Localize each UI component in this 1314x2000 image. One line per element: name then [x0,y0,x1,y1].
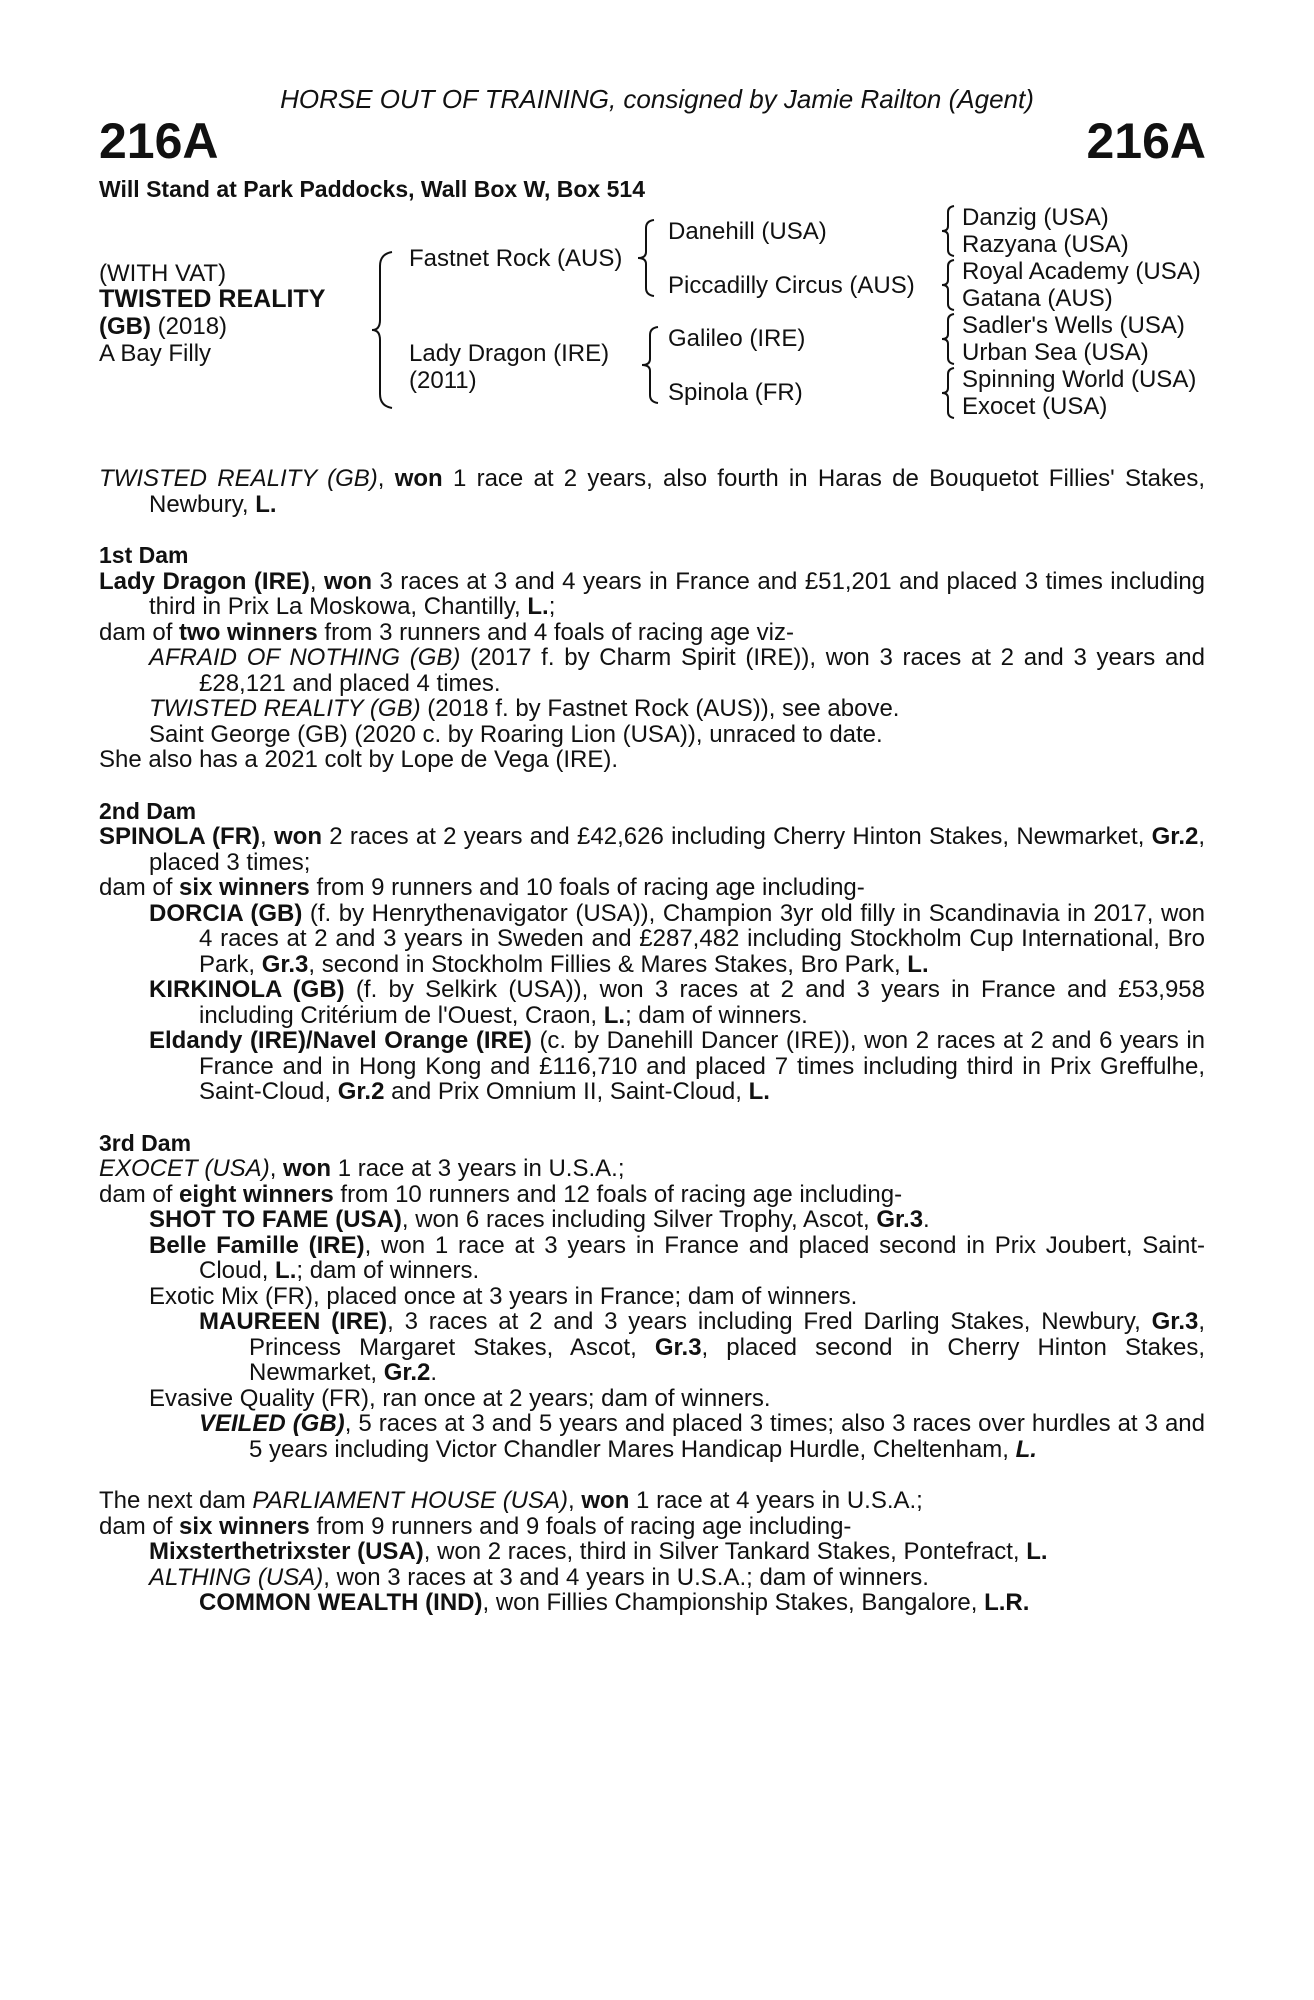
consignment-line: HORSE OUT OF TRAINING, consigned by Jamie Railton (Agent) [280,84,1034,114]
pedigree-sire: Fastnet Rock (AUS) [409,245,623,272]
dam2-record: SPINOLA (FR), won 2 races at 2 years and £42,626 including Cherry Hinton Stakes, Newmarket, Gr.2, placed 3 times; [99,823,1206,876]
horse-description: A Bay Filly [99,340,212,367]
pedigree-sire-dam: Piccadilly Circus (AUS) [668,272,915,299]
dam1-record: Lady Dragon (IRE), won 3 races at 3 and 4 years in France and £51,201 and placed 3 times including third in Prix La Moskowa, Chantilly, L.; [99,567,1206,620]
pedigree-g3-6: Urban Sea (USA) [962,339,1149,366]
intro-paragraph: TWISTED REALITY (GB), won 1 race at 2 years, also fourth in Haras de Bouquetot Fillies' Stakes, Newbury, L. [99,465,1205,518]
dam1-foal-2: TWISTED REALITY (GB) (2018 f. by Fastnet Rock (AUS)), see above. [149,695,900,722]
dam2-heading: 2nd Dam [99,797,197,824]
dam1-foal-1: AFRAID OF NOTHING (GB) (2017 f. by Charm Spirit (IRE)), won 3 races at 2 and 3 years and £28,121 and placed 4 times. [149,644,1205,697]
pedigree-sire-sire: Danehill (USA) [668,218,827,245]
pedigree-dam: Lady Dragon (IRE) [409,340,610,367]
horse-year: (2018) [157,313,228,340]
horse-country: (GB) [99,313,151,340]
dam2-entry-1: DORCIA (GB) (f. by Henrythenavigator (USA)), Champion 3yr old filly in Scandinavia in 2017, won 4 races at 2 and 3 years in Sweden and £287,482 including Stockholm Cup International, Bro Park, Gr.3, second in Stockholm Fillies & Mares Stakes, Bro Park, L. [149,899,1205,978]
dam3-record: EXOCET (USA), won 1 race at 3 years in U.S.A.; [99,1155,625,1182]
dam4-entry-2: ALTHING (USA), won 3 races at 3 and 4 years in U.S.A.; dam of winners. [149,1563,929,1591]
dam4-entry-2a: COMMON WEALTH (IND), won Fillies Championship Stakes, Bangalore, L.R. [199,1589,1030,1616]
dam2-produce: dam of six winners from 9 runners and 10 foals of racing age including- [99,874,865,901]
pedigree-brace-g3-2 [940,258,956,312]
dam1-foal-3: Saint George (GB) (2020 c. by Roaring Lion (USA)), unraced to date. [149,720,883,748]
dam4-entry-1: Mixsterthetrixster (USA), won 2 races, third in Silver Tankard Stakes, Pontefract, L. [149,1538,1048,1565]
pedigree-brace-g3-1 [940,204,956,258]
dam3-entry-2: Belle Famille (IRE), won 1 race at 3 years in France and placed second in Prix Joubert, Saint-Cloud, L.; dam of winners. [149,1231,1205,1284]
pedigree-g3-5: Sadler's Wells (USA) [962,312,1185,339]
pedigree-brace-main [370,250,396,410]
dam3-entry-3a: MAUREEN (IRE), 3 races at 2 and 3 years including Fred Darling Stakes, Newbury, Gr.3, Princess Margaret Stakes, Ascot, Gr.3, placed second in Cherry Hinton Stakes, Newmarket, Gr.2. [199,1308,1206,1386]
dam3-entry-4: Evasive Quality (FR), ran once at 2 years; dam of winners. [149,1384,771,1412]
pedigree-g3-1: Danzig (USA) [962,204,1109,231]
dam3-entry-4a: VEILED (GB), 5 races at 3 and 5 years and placed 3 times; also 3 races over hurdles at 3 and 5 years including Victor Chandler Mares Handicap Hurdle, Cheltenham, L. [199,1410,1206,1463]
dam3-heading: 3rd Dam [99,1129,192,1156]
dam2-entry-3: Eldandy (IRE)/Navel Orange (IRE) (c. by Danehill Dancer (IRE)), won 2 races at 2 and 6 years in France and in Hong Kong and £116,710 and placed 7 times including third in Prix Greffulhe, Saint-Cloud, Gr.2 and Prix Omnium II, Saint-Cloud, L. [149,1027,1205,1105]
dam1-heading: 1st Dam [99,542,189,568]
dam4-produce: dam of six winners from 9 runners and 9 foals of racing age including- [99,1512,852,1540]
pedigree-brace-sire [636,218,656,298]
vat-note: (WITH VAT) [99,260,227,287]
pedigree-brace-dam [640,325,660,405]
pedigree-brace-g3-3 [940,312,956,366]
stand-location: Will Stand at Park Paddocks, Wall Box W, Box 514 [99,176,645,202]
pedigree-g3-4: Gatana (AUS) [962,285,1113,312]
dam1-produce: dam of two winners from 3 runners and 4 foals of racing age viz- [99,618,794,646]
dam2-entry-2: KIRKINOLA (GB) (f. by Selkirk (USA)), won 3 races at 2 and 3 years in France and £53,958 including Critérium de l'Ouest, Craon, L.; dam of winners. [149,976,1205,1029]
dam4-record: The next dam PARLIAMENT HOUSE (USA), won 1 race at 4 years in U.S.A.; [99,1487,923,1514]
pedigree-g3-8: Exocet (USA) [962,393,1108,420]
dam1-extra: She also has a 2021 colt by Lope de Vega (IRE). [99,746,619,773]
dam3-entry-3: Exotic Mix (FR), placed once at 3 years in France; dam of winners. [149,1282,858,1310]
dam3-entry-1: SHOT TO FAME (USA), won 6 races including Silver Trophy, Ascot, Gr.3. [149,1206,930,1233]
lot-number-right: 216A [1086,113,1206,169]
pedigree-notes [99,466,1205,1616]
pedigree-dam-year: (2011) [409,367,477,394]
horse-name: TWISTED REALITY [99,285,326,313]
pedigree-g3-7: Spinning World (USA) [962,366,1197,393]
horse-country-year [99,313,227,340]
pedigree-g3-2: Razyana (USA) [962,231,1129,258]
lot-number-left: 216A [99,113,219,169]
pedigree-g3-3: Royal Academy (USA) [962,258,1201,285]
pedigree-brace-g3-4 [940,366,956,420]
dam3-produce: dam of eight winners from 10 runners and 12 foals of racing age including- [99,1180,903,1208]
pedigree-dam-dam: Spinola (FR) [668,379,803,406]
pedigree-dam-sire: Galileo (IRE) [668,325,806,352]
